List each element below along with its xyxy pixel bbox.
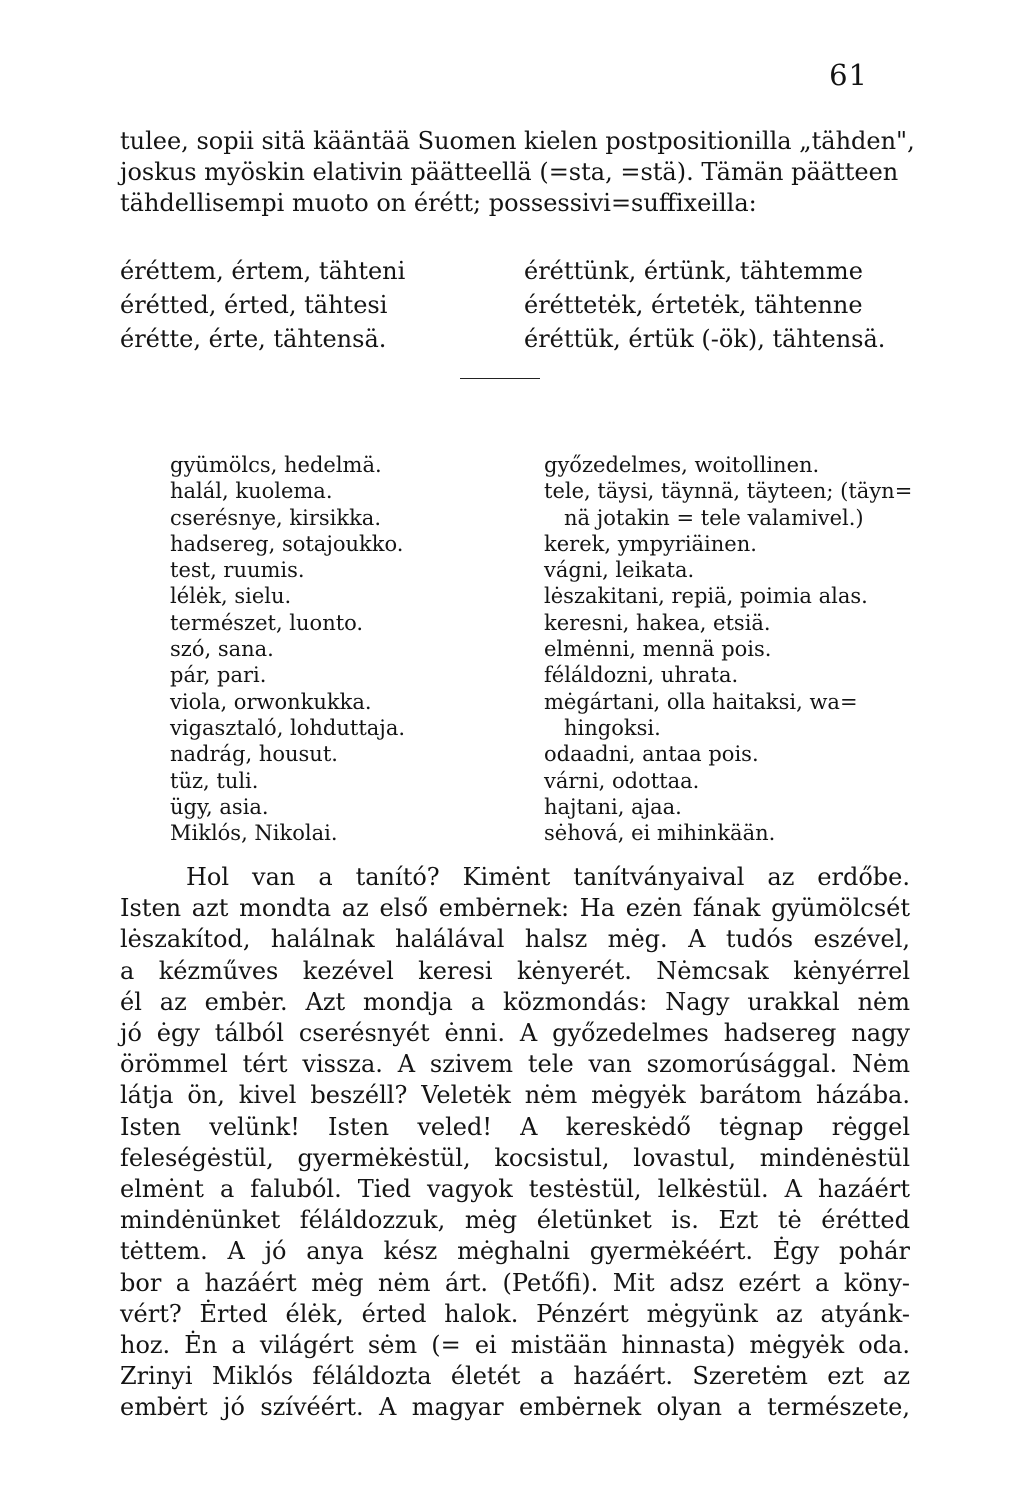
- vocabulary-entry: tele, täysi, täynnä, täyteen; (täyn=: [544, 479, 913, 504]
- paragraph-line: jó ėgy tálból cserésnyét ėnni. A győzedelmes hadsereg nagy: [120, 1019, 910, 1048]
- vocabulary-entry: várni, odottaa.: [544, 768, 700, 793]
- conjugation-row: éréttünk, értünk, tähtemme: [524, 257, 863, 285]
- paragraph-line: lėszakítod, halálnak halálával halsz mėg. A tudós eszével,: [120, 925, 910, 954]
- paragraph-line: látja ön, kivel beszéll? Veletėk nėm mėgyėk barátom házába.: [120, 1081, 910, 1110]
- paragraph-line: elmėnt a faluból. Tied vagyok testėstül, lelkėstül. A hazáért: [120, 1175, 910, 1204]
- vocabulary-entry: Miklós, Nikolai.: [170, 821, 338, 846]
- vocabulary-entry: féláldozni, uhrata.: [544, 663, 739, 688]
- vocabulary-entry: vágni, leikata.: [544, 558, 695, 583]
- vocabulary-entry: cserésnye, kirsikka.: [170, 505, 381, 530]
- paragraph-line: örömmel tért vissza. A szivem tele van szomorúsággal. Nėm: [120, 1050, 910, 1079]
- page-number: 61: [829, 58, 868, 92]
- vocabulary-entry: tüz, tuli.: [170, 768, 259, 793]
- conjugation-row: érétte, érte, tähtensä.: [120, 325, 387, 353]
- vocabulary-entry: hajtani, ajaa.: [544, 794, 682, 819]
- vocabulary-entry: természet, luonto.: [170, 610, 364, 635]
- paragraph-line: mindėnünket féláldozzuk, mėg életünket is. Ezt tė érétted: [120, 1206, 910, 1235]
- conjugation-row: éréttük, értük (-ök), tähtensä.: [524, 325, 886, 353]
- vocabulary-entry: nadrág, housut.: [170, 742, 338, 767]
- vocabulary-entry: viola, orwonkukka.: [170, 689, 372, 714]
- vocabulary-entry: sėhová, ei mihinkään.: [544, 821, 776, 846]
- paragraph-line: Isten velünk! Isten veled! A kereskėdő tėgnap rėggel: [120, 1112, 910, 1141]
- vocabulary-entry: gyümölcs, hedelmä.: [170, 453, 382, 477]
- vocabulary-left-column: [170, 452, 405, 846]
- exercise-paragraph: [120, 862, 910, 1424]
- conjugation-row: éréttetėk, értetėk, tähtenne: [524, 291, 863, 319]
- vocabulary-entry: kerek, ympyriäinen.: [544, 531, 757, 556]
- vocabulary-entry: mėgártani, olla haitaksi, wa=: [544, 689, 858, 714]
- vocabulary-entry: győzedelmes, woitollinen.: [544, 453, 820, 477]
- section-divider: [460, 378, 540, 379]
- conjugation-row: érétted, érted, tähtesi: [120, 291, 388, 319]
- paragraph-line: feleségėstül, gyermėkėstül, kocsistul, lovastul, mindėnėstül: [120, 1143, 910, 1172]
- paragraph-line: embėrt jó szívéért. A magyar embėrnek olyan a természete,: [120, 1393, 910, 1422]
- paragraph-line: Hol van a tanító? Kimėnt tanítványaival az erdőbe.: [186, 863, 910, 891]
- vocabulary-entry: nä jotakin = tele valamivel.): [544, 505, 864, 530]
- paragraph-line: vért? Ėrted élėk, érted halok. Pénzért mėgyünk az atyánk-: [120, 1299, 910, 1328]
- vocabulary-entry: pár, pari.: [170, 663, 267, 688]
- intro-line: tulee, sopii sitä kääntää Suomen kielen postpositionilla „tähden",: [120, 127, 915, 155]
- vocabulary-entry: test, ruumis.: [170, 558, 305, 583]
- intro-line: joskus myöskin elativin päätteellä (=sta, =stä). Tämän päätteen: [120, 158, 899, 186]
- vocabulary-entry: lélėk, sielu.: [170, 584, 292, 609]
- paragraph-line: Zrinyi Miklós féláldozta életét a hazáért. Szeretėm ezt az: [120, 1362, 910, 1391]
- paragraph-line: hoz. Ėn a világért sėm (= ei mistään hinnasta) mėgyėk oda.: [120, 1331, 910, 1360]
- vocabulary-entry: ügy, asia.: [170, 794, 269, 819]
- conjugation-singular-column: [120, 254, 405, 356]
- vocabulary-entry: lėszakitani, repiä, poimia alas.: [544, 584, 868, 609]
- conjugation-row: éréttem, értem, tähteni: [120, 257, 406, 285]
- vocabulary-entry: vigasztaló, lohduttaja.: [170, 715, 406, 740]
- paragraph-line: a kézműves kezével keresi kėnyerét. Nėmcsak kėnyérrel: [120, 956, 910, 985]
- vocabulary-entry: elmėnni, mennä pois.: [544, 637, 772, 662]
- paragraph-line: tėttem. A jó anya kész mėghalni gyermėkéért. Ėgy pohár: [120, 1237, 910, 1266]
- vocabulary-entry: keresni, hakea, etsiä.: [544, 610, 771, 635]
- intro-paragraph: [120, 126, 915, 219]
- vocabulary-entry: hingoksi.: [544, 715, 661, 740]
- paragraph-line: Isten azt mondta az első embėrnek: Ha ezėn fának gyümölcsét: [120, 894, 910, 923]
- conjugation-plural-column: [524, 254, 885, 356]
- vocabulary-right-column: [544, 452, 912, 846]
- vocabulary-entry: hadsereg, sotajoukko.: [170, 531, 404, 556]
- paragraph-line: bor a hazáért mėg nėm árt. (Petőfi). Mit adsz ezért a köny-: [120, 1268, 910, 1297]
- intro-line: tähdellisempi muoto on érétt; possessivi=suffixeilla:: [120, 189, 757, 217]
- paragraph-line: él az embėr. Azt mondja a közmondás: Nagy urakkal nėm: [120, 987, 910, 1016]
- vocabulary-entry: halál, kuolema.: [170, 479, 333, 504]
- vocabulary-entry: szó, sana.: [170, 637, 274, 662]
- vocabulary-entry: odaadni, antaa pois.: [544, 742, 759, 767]
